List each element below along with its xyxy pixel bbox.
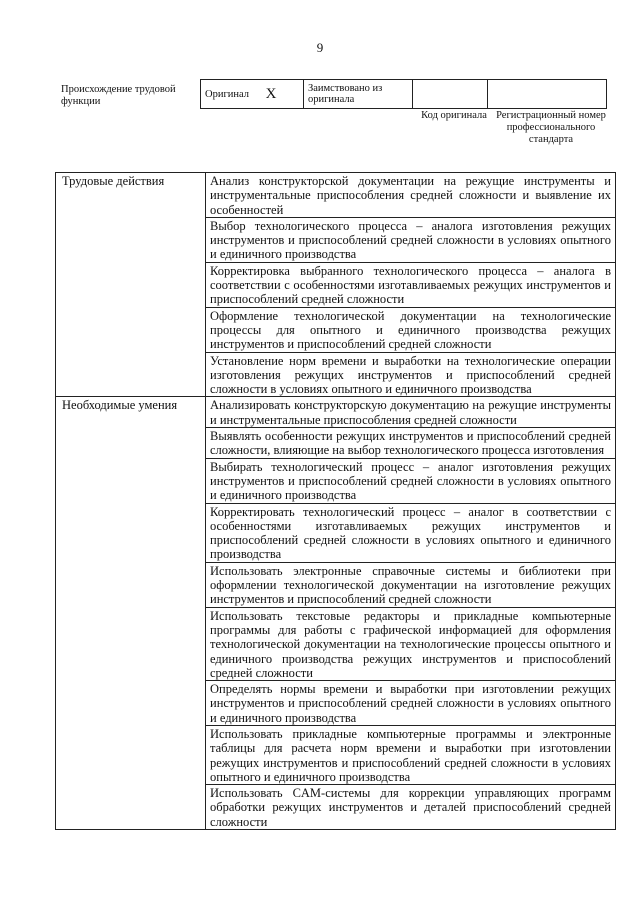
original-cell — [201, 80, 304, 109]
skill-item: Анализировать конструкторскую документацию на режущие инструменты и инструментальные приспособления средней сложности — [206, 397, 616, 428]
origin-label: Происхождение трудовой функции — [61, 84, 176, 107]
skill-item: Использовать прикладные компьютерные программы и электронные таблицы для расчета норм времени и выработки при изготовлении режущих инструментов и приспособлений средней сложности в условиях опытного и единичного производства — [206, 725, 616, 784]
table-row — [56, 397, 616, 428]
labor-action-item: Оформление технологической документации на технологические процессы для опытного и единичного производства режущих инструментов и приспособлений средней сложности — [206, 307, 616, 352]
skill-item: Определять нормы времени и выработки при изготовлении режущих инструментов и приспособлений средней сложности в условиях опытного и единичного производства — [206, 681, 616, 726]
original-mark: X — [265, 85, 277, 102]
labor-action-item: Корректировка выбранного технологического процесса – аналога в соответствии с особенностями изготавливаемых режущих инструментов и приспособлений средней сложности — [206, 262, 616, 307]
skill-item: Корректировать технологический процесс – аналог в соответствии с особенностями изготавливаемых режущих инструментов и приспособлений средней сложности в условиях опытного и единичного производства — [206, 503, 616, 562]
labor-actions-heading: Трудовые действия — [56, 173, 206, 397]
table-row — [56, 173, 616, 218]
registration-caption: Регистрационный номер профессионального стандарта — [496, 110, 606, 145]
registration-number-cell — [488, 80, 607, 109]
skill-item: Использовать текстовые редакторы и прикладные компьютерные программы для работы с графической информацией для оформления технологической документации на технологические процессы опытного и единичного производства режущих инструментов и приспособлений средней сложности — [206, 607, 616, 680]
borrowed-cell — [304, 80, 413, 109]
skills-heading: Необходимые умения — [56, 397, 206, 830]
skill-item: Использовать CAM-системы для коррекции управляющих программ обработки режущих инструментов и деталей приспособлений средней сложности — [206, 785, 616, 830]
skill-item: Использовать электронные справочные системы и библиотеки при оформлении технологической документации на изготовление режущих инструментов и приспособлений средней сложности — [206, 562, 616, 607]
labor-action-item: Выбор технологического процесса – аналога изготовления режущих инструментов и приспособлений средней сложности в условиях опытного и единичного производства — [206, 217, 616, 262]
skill-item: Выбирать технологический процесс – аналог изготовления режущих инструментов и приспособлений средней сложности в условиях опытного и единичного производства — [206, 458, 616, 503]
labor-action-item: Анализ конструкторской документации на режущие инструменты и инструментальные приспособления средней сложности и выявление их особенностей — [206, 173, 616, 218]
page-number: 9 — [316, 40, 324, 55]
borrowed-label: Заимствовано из оригинала — [308, 83, 383, 105]
labor-action-item: Установление норм времени и выработки на технологические операции изготовления режущих инструментов и приспособлений средней сложности в условиях опытного и единичного производства — [206, 352, 616, 397]
labor-function-table — [55, 172, 616, 830]
skill-item: Выявлять особенности режущих инструментов и приспособлений средней сложности, влияющие на выбор технологического процесса изготовления — [206, 428, 616, 459]
original-code-cell — [413, 80, 488, 109]
code-caption: Код оригинала — [421, 110, 487, 121]
origin-table — [200, 79, 607, 109]
original-label: Оригинал — [205, 88, 249, 100]
